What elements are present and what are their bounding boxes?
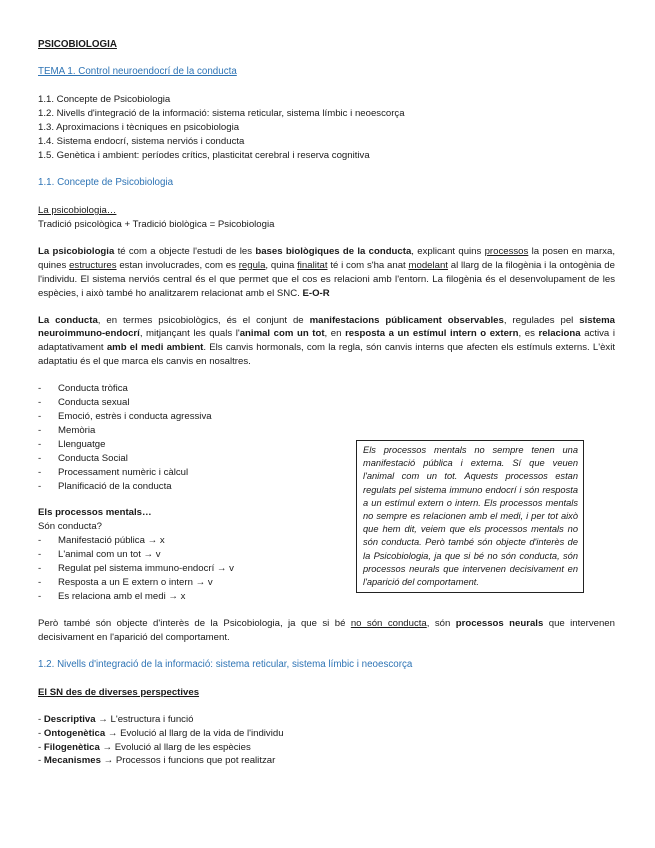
mental-processes-heading: Els processos mentals…	[38, 507, 152, 519]
section-heading-1-1: 1.1. Concepte de Psicobiologia	[38, 176, 174, 188]
list-item: - Conducta sexual	[38, 397, 130, 409]
table-of-contents	[38, 93, 615, 163]
subheading-sn-perspectives: El SN des de diverses perspectives	[38, 686, 200, 698]
toc-item: 1.1. Concepte de Psicobiologia	[38, 94, 171, 106]
list-item: - Processament numèric i càlcul	[38, 466, 189, 478]
list-item: - Mecanismes → Processos i funcions que pot realitzar	[38, 755, 276, 767]
tema-heading: TEMA 1. Control neuroendocrí de la conducta	[38, 66, 237, 78]
list-item: - Conducta tròfica	[38, 383, 128, 395]
list-item: - Ontogenètica → Evolució al llarg de la vida de l'individu	[38, 727, 284, 739]
paragraph-conducta: La conducta, en termes psicobiològics, és el conjunt de manifestacions públicament observables, regulades pel sistema neuroimmuno-endocrí, mitjançant les quals l'animal com un tot, en resposta a un estímul intern o extern, es relaciona activa i adaptativament amb el medi ambient. Els canvis hormonals, com la regla, són canvis interns que afecten els estímuls externs. L'èxit adaptatiu és el que marca els canvis en nosaltres.	[38, 314, 615, 368]
list-item: - Emoció, estrès i conducta agressiva	[38, 411, 212, 423]
conducta-types-list	[38, 382, 338, 493]
list-item: - Resposta a un E extern o intern → v	[38, 576, 213, 588]
section-heading-1-2: 1.2. Nivells d'integració de la informació: sistema reticular, sistema límbic i neoescorça	[38, 658, 413, 670]
toc-item: 1.5. Genètica i ambient: períodes crítics, plasticitat cerebral i reserva cognitiva	[38, 150, 370, 162]
document-title: PSICOBIOLOGIA	[38, 39, 117, 50]
paragraph-processos-neurals: Però també són objecte d'interès de la Psicobiologia, ja que si bé no són conducta, són processos neurals que intervenen decisivament en l'aparició del comportament.	[38, 617, 615, 643]
list-item: - Descriptiva → L'estructura i funció	[38, 713, 194, 725]
mental-processes-question: Són conducta?	[38, 521, 103, 533]
mental-processes-list	[38, 534, 338, 604]
list-item: - Planificació de la conducta	[38, 480, 172, 492]
list-item: - Es relaciona amb el medi → x	[38, 590, 186, 602]
formula-line: Tradició psicològica + Tradició biològica = Psicobiologia	[38, 219, 275, 231]
list-item: - Filogenètica → Evolució al llarg de les espècies	[38, 741, 251, 753]
mental-processes-callout-box: Els processos mentals no sempre tenen una manifestació pública i externa. Sí que veuen l'animal com un tot. Aquests processos estan regulats pel sistema immuno endocrí i són resposta a un estímul extern o intern. Els processos mentals no sempre es relacionen amb el medi, i per tot això que hem dit, veiem que els processos mentals no són conducta. Però també són objecte d'interès de la Psicobiologia, ja que si bé no són conducta, són processos neurals que intervenen decisivament en l'aparició del comportament.	[356, 440, 584, 593]
toc-item: 1.4. Sistema endocrí, sistema nerviós i conducta	[38, 136, 245, 148]
list-item: - Manifestació pública → x	[38, 535, 165, 547]
list-item: - Memòria	[38, 424, 96, 436]
toc-item: 1.2. Nivells d'integració de la informació: sistema reticular, sistema límbic i neoescorça	[38, 108, 405, 120]
list-item: - Conducta Social	[38, 452, 128, 464]
list-item: - Regulat pel sistema immuno-endocrí → v	[38, 563, 234, 575]
paragraph-psicobiologia: La psicobiologia té com a objecte l'estudi de les bases biològiques de la conducta, explicant quins processos la posen en marxa, quines estructures estan involucrades, com es regula, quina finalitat té i com s'ha anat modelant al llarg de la filogènia i la ontogènia de l'individu. El sistema nerviós central és el que permet que el cos es relacioni amb l'entorn. La filogènia és el desenvolupament de les espècies, i això també ho analitzarem relacionat amb el SNC. E-O-R	[38, 245, 615, 299]
toc-item: 1.3. Aproximacions i tècniques en psicobiologia	[38, 122, 240, 134]
list-item: - Llenguatge	[38, 438, 106, 450]
subheading-psicobiologia: La psicobiologia…	[38, 205, 117, 217]
sn-perspectives-list	[38, 713, 615, 769]
list-item: - L'animal com un tot → v	[38, 549, 161, 561]
